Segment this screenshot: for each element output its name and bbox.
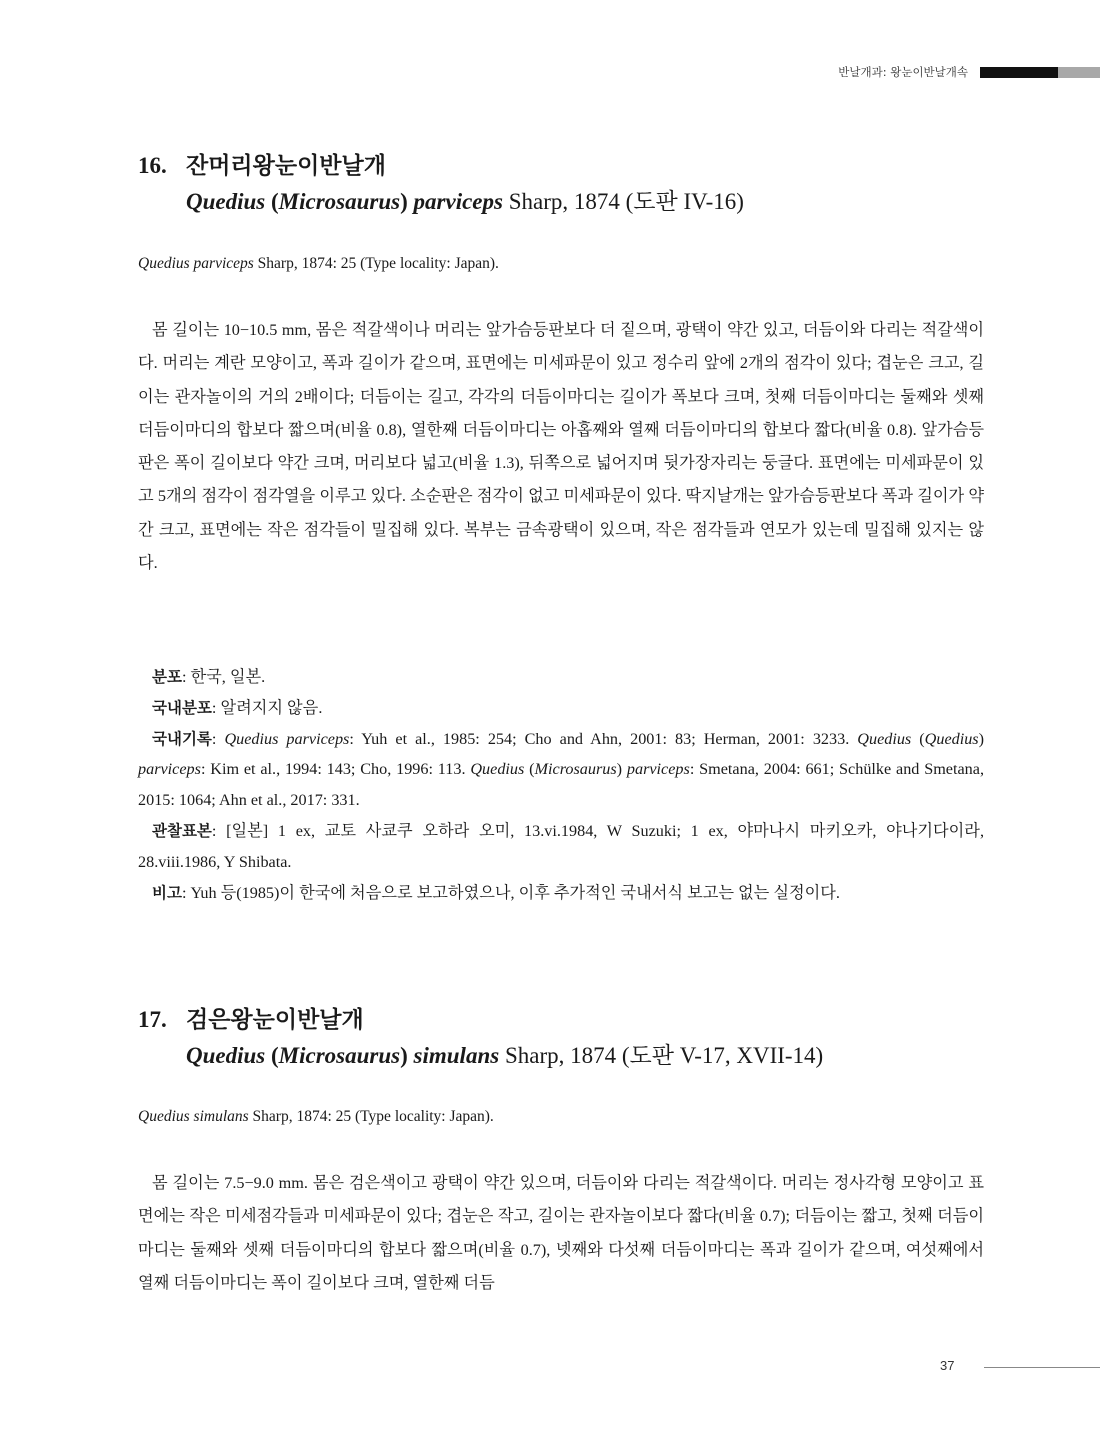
description-16: 몸 길이는 10−10.5 mm, 몸은 적갈색이나 머리는 앞가슴등판보다 더 짙으며, 광택이 약간 있고, 더듬이와 다리는 적갈색이다. 머리는 계란 모양이고, 폭과 길이가 같으며, 표면에는 미세파문이 있고 정수리 앞에 2개의 점각이 있다; 겹눈은 크고, 길이는 관자놀이의 거의 2배이다; 더듬이는 길고, 각각의 더듬이마디는 길이가 폭보다 크며, 첫째 더듬이마디는 둘째와 셋째 더듬이마디의 합보다 짧으며(비율 0.8), 열한째 더듬이마디는 아홉째와 열째 더듬이마디의 합보다 짧다(비율 0.8). 앞가슴등판은 폭이 길이보다 약간 크며, 머리보다 넓고(비율 1.3), 뒤쪽으로 넓어지며 뒷가장자리는 둥글다. 표면에는 미세파문이 있고 5개의 점각이 점각열을 이루고 있다. 소순판은 점각이 없고 미세파문이 있다. 딱지날개는 앞가슴등판보다 폭과 길이가 약간 크고, 표면에는 작은 점각들이 밀집해 있다. 복부는 금속광택이 있으며, 작은 점각들과 연모가 있는데 밀집해 있지는 않다. bbox=[138, 321, 984, 573]
distribution-value: : 한국, 일본. bbox=[181, 668, 266, 686]
subgenus: Microsaurus bbox=[278, 189, 401, 214]
page-number-rule bbox=[984, 1367, 1100, 1368]
plate-ref: V-17, XVII-14) bbox=[673, 1043, 824, 1068]
species-16-section bbox=[138, 148, 984, 220]
synonym-16 bbox=[138, 253, 984, 275]
species-17-section bbox=[138, 1002, 984, 1074]
syn-name: Quedius parviceps bbox=[138, 255, 254, 272]
korean-records-label: 국내기록 bbox=[152, 729, 212, 748]
remarks-line bbox=[138, 878, 984, 909]
scientific-name-line: Quedius (Microsaurus) simulans Sharp, 1874 (도판 V-17, XVII-14) bbox=[186, 1043, 824, 1068]
synonym-17 bbox=[138, 1106, 984, 1128]
syn-name: Quedius simulans bbox=[138, 1108, 249, 1125]
header-bar-dark bbox=[980, 67, 1058, 78]
page-number: 37 bbox=[940, 1358, 955, 1373]
genus: Quedius bbox=[186, 189, 266, 214]
plate-label: 도판 bbox=[633, 189, 678, 214]
distribution-label: 분포 bbox=[152, 668, 182, 686]
species-number: 16. bbox=[138, 153, 167, 178]
korean-name: 잔머리왕눈이반날개 bbox=[186, 153, 386, 178]
epithet: parviceps bbox=[413, 189, 503, 214]
korean-distribution-line bbox=[138, 693, 984, 724]
genus: Quedius bbox=[186, 1043, 266, 1068]
species-number: 17. bbox=[138, 1007, 167, 1032]
specimens-line bbox=[138, 816, 984, 878]
epithet: simulans bbox=[413, 1043, 500, 1068]
remarks-value: : Yuh 등(1985)이 한국에 처음으로 보고하였으나, 이후 추가적인 국내서식 보고는 없는 실정이다. bbox=[181, 883, 840, 902]
description-17: 몸 길이는 7.5−9.0 mm. 몸은 검은색이고 광택이 약간 있으며, 더듬이와 다리는 적갈색이다. 머리는 정사각형 모양이고 표면에는 작은 미세점각들과 미세파문이 있다; 겹눈은 작고, 길이는 관자놀이보다 짧다(비율 0.7); 더듬이는 짧고, 첫째 더듬이마디는 둘째와 셋째 더듬이마디의 합보다 짧으며(비율 0.7), 넷째와 다섯째 더듬이마디는 폭과 길이가 같으며, 여섯째에서 열째 더듬이마디는 폭이 길이보다 크며, 열한째 더듬 bbox=[138, 1174, 984, 1292]
korean-name: 검은왕눈이반날개 bbox=[186, 1007, 364, 1032]
syn-rest: Sharp, 1874: 25 (Type locality: Japan). bbox=[248, 1108, 494, 1125]
specimens-label: 관찰표본 bbox=[152, 821, 212, 840]
scientific-name-line: Quedius (Microsaurus) parviceps Sharp, 1874 (도판 IV-16) bbox=[186, 189, 744, 214]
records-16 bbox=[138, 662, 984, 908]
korean-distribution-value: : 알려지지 않음. bbox=[211, 698, 323, 717]
plate-ref: IV-16) bbox=[677, 189, 744, 214]
korean-records-line: 국내기록: Quedius parviceps: Yuh et al., 1985: 254; Cho and Ahn, 2001: 83; Herman, 2001: 3233. Quedius (Quedius) parviceps: Kim et al., 1994: 143; Cho, 1996: 113. Quedius (Microsaurus) parviceps: Smetana, 2004: 661; Schülke and Smetana, 2015: 1064; Ahn et al., 2017: 331. bbox=[138, 729, 985, 810]
korean-distribution-label: 국내분포 bbox=[152, 698, 212, 717]
distribution-line bbox=[138, 662, 984, 693]
subgenus: Microsaurus bbox=[278, 1043, 401, 1068]
specimens-value: : [일본] 1 ex, 교토 사쿄쿠 오하라 오미, 13.vi.1984, W Suzuki; 1 ex, 야마나시 마키오카, 야나기다이라, 28.viii.1986, Y Shibata. bbox=[138, 821, 984, 871]
header-bar-gray bbox=[1058, 67, 1100, 78]
running-title: 반날개과: 왕눈이반날개속 bbox=[838, 65, 968, 79]
remarks-label: 비고 bbox=[152, 883, 182, 902]
running-header bbox=[838, 64, 1100, 80]
plate-label: 도판 bbox=[629, 1043, 674, 1068]
syn-rest: Sharp, 1874: 25 (Type locality: Japan). bbox=[253, 255, 499, 272]
species-17-heading bbox=[138, 1002, 984, 1038]
author: Sharp, 1874 ( bbox=[502, 189, 634, 214]
species-16-heading bbox=[138, 148, 984, 184]
author: Sharp, 1874 ( bbox=[499, 1043, 630, 1068]
